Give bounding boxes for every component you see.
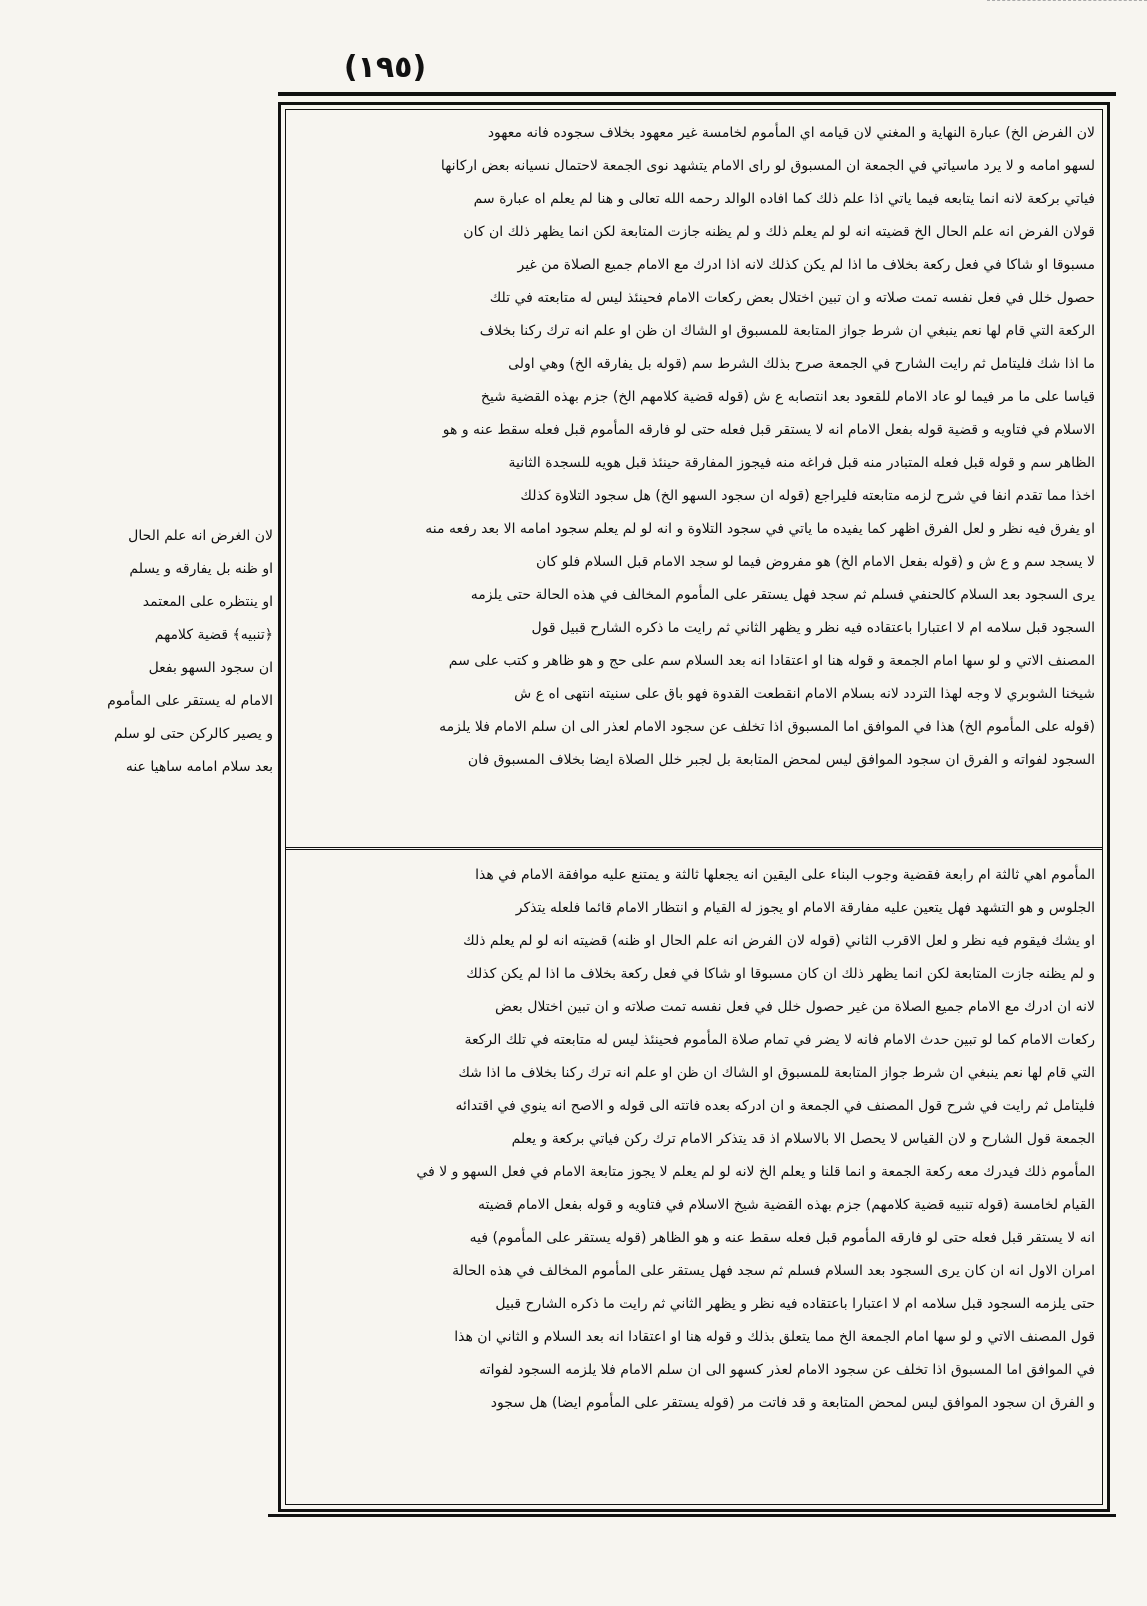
margin-line: الامام له يستقر على المأموم — [107, 693, 273, 709]
text-line: الركعة التي قام لها نعم ينبغي ان شرط جواز المتابعة للمسبوق او الشاك ان ظن او علم انه ترك ركنا بخلاف — [479, 323, 1095, 339]
text-line: انه لا يستقر قبل فعله حتى لو فارقه المأموم قبل فعله سقط عنه و هو الظاهر (قوله يستقر على المأموم) فيه — [469, 1230, 1095, 1246]
margin-line: او ظنه بل يفارقه و يسلم — [129, 561, 273, 577]
text-line: الجمعة قول الشارح و لان القياس لا يحصل الا بالاسلام اذ قد يتذكر الامام ترك ركن فياتي بركعة و يعلم — [511, 1131, 1095, 1147]
text-line: مسبوقا او شاكا في فعل ركعة بخلاف ما اذا لم يكن كذلك لانه اذا ادرك مع الامام جميع الصلاة من غير — [517, 257, 1095, 273]
text-line: قولان الفرض انه علم الحال الخ قضيته انه لو لم يعلم ذلك و لم يظنه جازت المتابعة لكن انما يظهر ذلك ان كان — [463, 224, 1095, 240]
margin-note — [38, 520, 273, 784]
text-line: في الموافق اما المسبوق اذا تخلف عن سجود الامام لعذر كسهو الى ان سلم الامام فلا يلزمه السجود لفواته — [479, 1362, 1095, 1378]
text-line: اخذا مما تقدم انفا في شرح لزمه متابعته فليراجع (قوله ان سجود السهو الخ) هل سجود التلاوة كذلك — [520, 488, 1095, 504]
text-line: الجلوس و هو التشهد فهل يتعين عليه مفارقة الامام او يجوز له القيام و انتظار الامام قائما فلعله يتذكر — [515, 900, 1095, 916]
text-line: او يشك فيقوم فيه نظر و لعل الاقرب الثاني (قوله لان الفرض انه علم الحال او ظنه) قضيته انه لو لم يعلم ذلك — [463, 933, 1095, 949]
text-line: المأموم ذلك فيدرك معه ركعة الجمعة و انما قلنا و يعلم الخ لانه لو لم يعلم لا يجوز متابعة الامام في فعل السهو و لا في — [416, 1164, 1095, 1180]
text-line: ركعات الامام كما لو تبين حدث الامام فانه لا يضر في تمام صلاة المأموم فحينئذ ليس له متابعته في تلك الركعة — [464, 1032, 1095, 1048]
text-line: السجود لفواته و الفرق ان سجود الموافق ليس لمحض المتابعة بل لجبر خلل الصلاة ايضا بخلاف المسبوق فان — [467, 752, 1095, 768]
text-line: لا يسجد سم و ع ش و (قوله بفعل الامام الخ) هو مفروض فيما لو سجد الامام قبل السلام فلو كان — [536, 554, 1095, 570]
top-rule — [278, 92, 1116, 96]
text-line: فياتي بركعة لانه انما يتابعه فيما ياتي اذا علم ذلك كما افاده الوالد رحمه الله تعالى و هنا لم يعلم اه عبارة سم — [473, 191, 1095, 207]
text-line: شيخنا الشوبري لا وجه لهذا التردد لانه بسلام الامام انقطعت القدوة فهو باق على سنيته انتهى اه ع ش — [514, 686, 1095, 702]
corner-scan-mark — [987, 0, 1147, 5]
text-line: قياسا على ما مر فيما لو عاد الامام للقعود بعد انتصابه ع ش (قوله قضية كلامهم الخ) جزم بهذه القضية شيخ — [480, 389, 1095, 405]
text-line: المصنف الاتي و لو سها امام الجمعة و قوله هنا او اعتقادا انه بعد السلام سم على حج و هو ظاهر و كتب على سم — [448, 653, 1095, 669]
text-frame — [278, 102, 1110, 1512]
page-number: (١٩٥) — [343, 50, 427, 85]
text-line: و الفرق ان سجود الموافق ليس لمحض المتابعة و قد فاتت مر (قوله يستقر على المأموم ايضا) هل سجود — [490, 1395, 1095, 1411]
text-line: حصول خلل في فعل نفسه تمت صلاته و ان تبين اختلال بعض ركعات الامام فحينئذ ليس له متابعته في تلك — [489, 290, 1095, 306]
text-line: ما اذا شك فليتامل ثم رايت الشارح في الجمعة صرح بذلك الشرط سم (قوله بل يفارقه الخ) وهي اولى — [508, 356, 1095, 372]
margin-line: او ينتظره على المعتمد — [142, 594, 273, 610]
text-line: المأموم اهي ثالثة ام رابعة فقضية وجوب البناء على اليقين انه يجعلها ثالثة و يمتنع عليه موافقة الامام في هذا — [475, 867, 1095, 883]
text-line: (قوله على المأموم الخ) هذا في الموافق اما المسبوق اذا تخلف عن سجود الامام لعذر الى ان سلم الامام فلا يلزمه — [439, 719, 1095, 735]
text-line: فليتامل ثم رايت في شرح قول المصنف في الجمعة و ان ادركه بعده فاتته الى قوله و الاصح انه ينوي في اقتدائه — [455, 1098, 1095, 1114]
text-line: قول المصنف الاتي و لو سها امام الجمعة الخ مما يتعلق بذلك و قوله هنا او اعتقادا انه بعد السلام و الثاني ان هذا — [454, 1329, 1095, 1345]
text-line: الظاهر سم و قوله قبل فعله المتبادر منه قبل فراغه منه فيجوز المفارقة حينئذ قبل هويه للسجدة الثانية — [508, 455, 1095, 471]
margin-line: بعد سلام امامه ساهيا عنه — [125, 759, 273, 775]
text-line: امران الاول انه ان كان يرى السجود بعد السلام فسلم ثم سجد فهل يستقر على المأموم المخالف في هذه الحالة — [452, 1263, 1095, 1279]
margin-line: ان سجود السهو بفعل — [148, 660, 273, 676]
text-line: يرى السجود بعد السلام كالحنفي فسلم ثم سجد فهل يستقر على المأموم المخالف في هذه الحالة حتى يلزمه — [470, 587, 1095, 603]
section-divider — [285, 847, 1103, 850]
text-line: و لم يظنه جازت المتابعة لكن انما يظهر ذلك ان كان مسبوقا او شاكا في فعل ركعة بخلاف ما اذا لم يكن كذلك — [466, 966, 1095, 982]
text-line: لسهو امامه و لا يرد ماسياتي في الجمعة ان المسبوق لو راى الامام يتشهد نوى الجمعة لاحتمال نسيانه بعض اركانها — [440, 158, 1095, 174]
margin-line: و يصير كالركن حتى لو سلم — [114, 726, 273, 742]
upper-commentary — [293, 117, 1095, 777]
text-line: القيام لخامسة (قوله تنبيه قضية كلامهم) جزم بهذه القضية شيخ الاسلام في فتاويه و قوله بفعل الامام قضيته — [477, 1197, 1095, 1213]
text-line: الاسلام في فتاويه و قضية قوله بفعل الامام انه لا يستقر قبل فعله حتى لو فارقه المأموم قبل فعله سقط عنه و هو — [442, 422, 1095, 438]
text-line: لان الفرض الخ) عبارة النهاية و المغني لان قيامه اي المأموم لخامسة غير معهود بخلاف سجوده فانه معهود — [487, 125, 1095, 141]
bottom-rule — [268, 1514, 1116, 1517]
margin-line: لان الغرض انه علم الحال — [128, 528, 273, 544]
text-line: او يفرق فيه نظر و لعل الفرق اظهر كما يفيده ما ياتي في سجود التلاوة و انه لو لم يعلم سجود امامه الا بعد رفعه منه — [425, 521, 1095, 537]
lower-commentary — [293, 859, 1095, 1420]
margin-line: ﴿تنبيه﴾ قضية كلامهم — [154, 627, 273, 643]
text-line: السجود قبل سلامه ام لا اعتبارا باعتقاده فيه نظر و يظهر الثاني ثم رايت ما ذكره الشارح قبيل قول — [531, 620, 1095, 636]
text-line: لانه ان ادرك مع الامام جميع الصلاة من غير حصول خلل في فعل نفسه تمت صلاته و ان تبين اختلال بعض — [495, 999, 1095, 1015]
text-line: حتى يلزمه السجود قبل سلامه ام لا اعتبارا باعتقاده فيه نظر و يظهر الثاني ثم رايت ما ذكره الشارح قبيل — [495, 1296, 1095, 1312]
text-line: التي قام لها نعم ينبغي ان شرط جواز المتابعة للمسبوق او الشاك ان ظن او علم انه ترك ركنا بخلاف ما اذا شك — [458, 1065, 1095, 1081]
